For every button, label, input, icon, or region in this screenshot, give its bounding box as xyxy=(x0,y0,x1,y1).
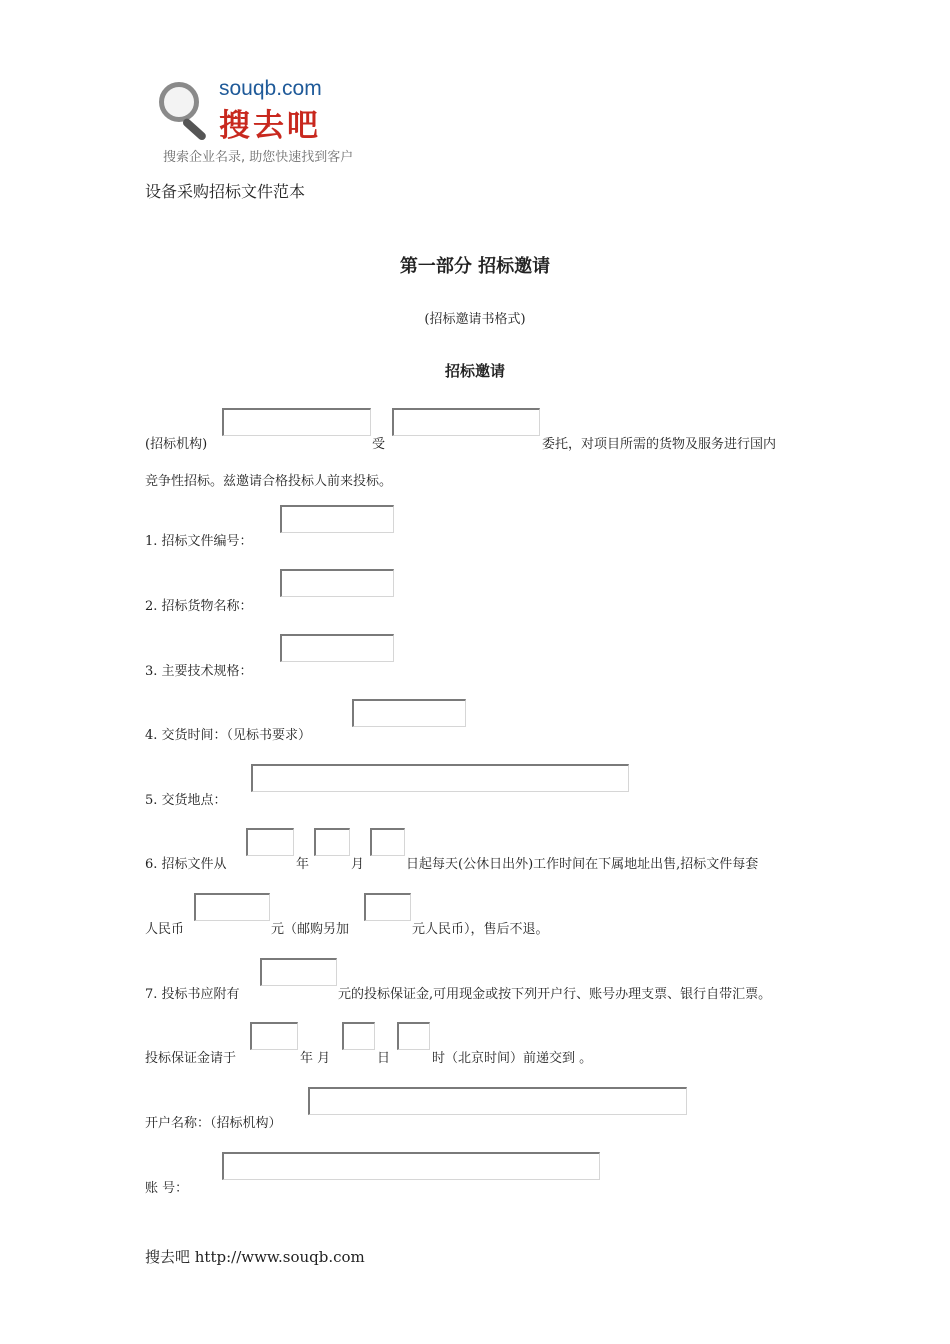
item-goods-name-label: 2. 招标货物名称： xyxy=(145,599,253,614)
invitation-title: 招标邀请 xyxy=(444,362,505,380)
item-delivery-time-label: 4. 交货时间：（见标书要求） xyxy=(145,728,312,743)
entrust-text: 委托，对项目所需的货物及服务进行国内 xyxy=(542,437,777,452)
price-prefix-label: 人民币 xyxy=(145,922,185,937)
account-name-input[interactable] xyxy=(308,1087,687,1115)
sale-terms-text: 日起每天(公休日出外)工作时间在下属地址出售,招标文件每套 xyxy=(406,857,759,872)
delivery-place-input[interactable] xyxy=(251,764,629,792)
deposit-suffix-text: 时（北京时间）前递交到 。 xyxy=(432,1051,593,1066)
deposit-year-input[interactable] xyxy=(250,1022,298,1050)
price-mid-label: 元（邮购另加 xyxy=(271,922,350,937)
footer-link[interactable]: 搜去吧 http://www.souqb.com xyxy=(145,1248,365,1266)
deposit-day-input[interactable] xyxy=(342,1022,375,1050)
item-sale-start-label: 6. 招标文件从 xyxy=(145,857,227,872)
magnifier-icon xyxy=(159,82,199,122)
account-number-input[interactable] xyxy=(222,1152,600,1180)
item-specs-label: 3. 主要技术规格： xyxy=(145,664,253,679)
deposit-year-month-label: 年 月 xyxy=(300,1051,331,1066)
magnifier-handle xyxy=(181,117,207,142)
item-tender-number-label: 1. 招标文件编号： xyxy=(145,534,253,549)
tender-number-input[interactable] xyxy=(280,505,394,533)
logo-domain: souqb.com xyxy=(219,77,322,100)
month-label: 月 xyxy=(351,857,365,872)
agency-input[interactable] xyxy=(222,408,371,436)
intro-line-2: 竞争性招标。兹邀请合格投标人前来投标。 xyxy=(145,474,393,489)
entrusting-party-input[interactable] xyxy=(392,408,540,436)
sale-month-input[interactable] xyxy=(314,828,350,856)
account-number-label: 账 号： xyxy=(145,1181,189,1196)
delivery-time-input[interactable] xyxy=(352,699,466,727)
document-price-input[interactable] xyxy=(194,893,270,921)
agency-label: (招标机构) xyxy=(145,437,208,452)
account-name-label: 开户名称：（招标机构） xyxy=(145,1116,282,1131)
document-title: 设备采购招标文件范本 xyxy=(145,182,306,201)
bid-bond-terms-text: 元的投标保证金,可用现金或按下列开户行、账号办理支票、银行自带汇票。 xyxy=(338,987,772,1002)
part-subtitle: (招标邀请书格式) xyxy=(424,312,526,327)
postage-input[interactable] xyxy=(364,893,411,921)
item-bid-bond-label: 7. 投标书应附有 xyxy=(145,987,240,1002)
entrusted-by-label: 受 xyxy=(372,437,386,452)
deposit-deadline-label: 投标保证金请于 xyxy=(145,1051,237,1066)
part-title: 第一部分 招标邀请 xyxy=(399,256,551,277)
deposit-day-label: 日 xyxy=(377,1051,391,1066)
logo-slogan: 搜索企业名录, 助您快速找到客户 xyxy=(163,150,354,165)
specs-input[interactable] xyxy=(280,634,394,662)
item-delivery-place-label: 5. 交货地点： xyxy=(145,793,227,808)
sale-day-input[interactable] xyxy=(370,828,405,856)
bid-bond-amount-input[interactable] xyxy=(260,958,337,986)
year-label: 年 xyxy=(296,857,310,872)
price-suffix-label: 元人民币），售后不退。 xyxy=(412,922,549,937)
deposit-hour-input[interactable] xyxy=(397,1022,430,1050)
logo-name: 搜去吧 xyxy=(219,108,321,144)
goods-name-input[interactable] xyxy=(280,569,394,597)
sale-year-input[interactable] xyxy=(246,828,294,856)
